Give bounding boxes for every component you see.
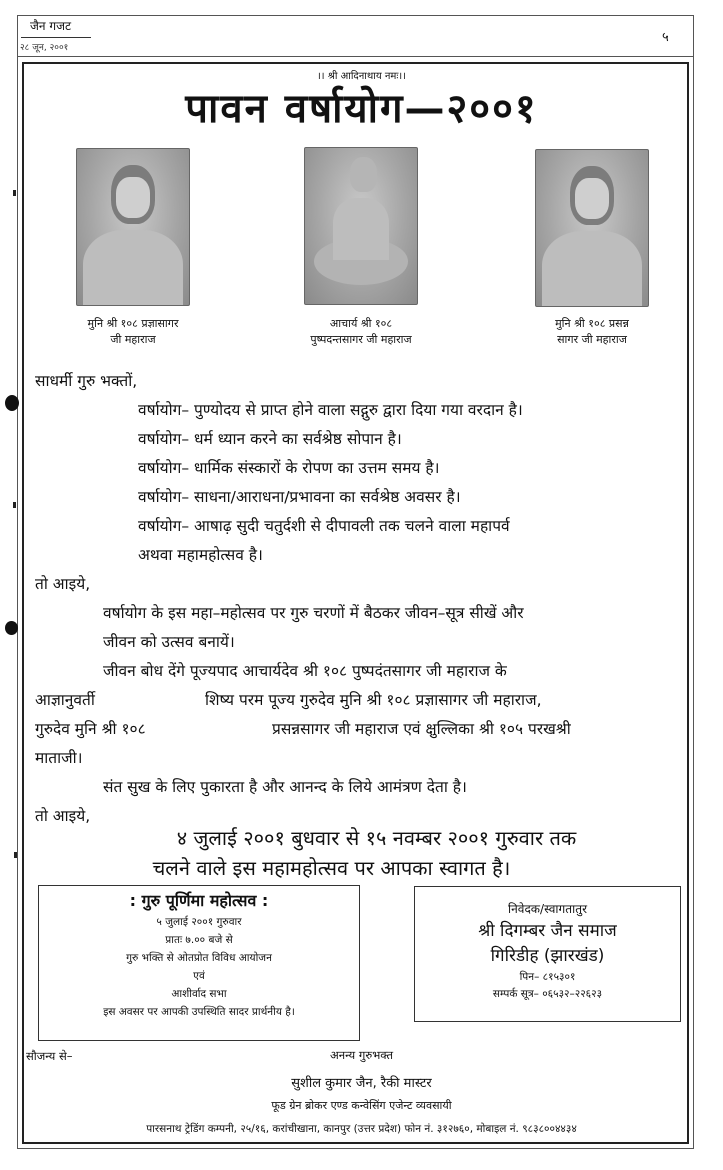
photo-figure-shape xyxy=(350,157,377,191)
varshayog-line: अथवा महामहोत्सव है। xyxy=(138,546,263,564)
portrait-caption-left xyxy=(53,316,213,348)
caption-line: पुष्पदन्तसागर जी महाराज xyxy=(310,333,412,346)
scan-speck-mark xyxy=(13,190,16,196)
sponsor-business: फूड ग्रेन ब्रोकर एण्ड कन्वेसिंग एजेन्ट व्यवसायी xyxy=(271,1099,452,1112)
sponsor-address: पारसनाथ ट्रेडिंग कम्पनी, २५/१६, करांचीखाना, कानपुर (उत्तर प्रदेश) फोन नं. ३१२७६०, मोबाइल नं. ९८३८००४४३४ xyxy=(146,1123,577,1135)
portrait-caption-right xyxy=(512,316,672,348)
issue-date: २८ जून, २००१ xyxy=(20,43,69,53)
to-aaiye-2: तो आइये, xyxy=(35,807,91,825)
punch-hole-mark xyxy=(5,395,19,411)
caption-line: मुनि श्री १०८ प्रज्ञासागर xyxy=(87,317,179,330)
paragraph-line: प्रसन्नसागर जी महाराज एवं क्षुल्लिका श्री १०५ परखश्री xyxy=(272,720,571,738)
caption-line: मुनि श्री १०८ प्रसन्न xyxy=(555,317,629,330)
newspaper-masthead: जैन गजट xyxy=(30,19,72,33)
header-divider xyxy=(17,56,694,57)
organizer-name: श्री दिगम्बर जैन समाज xyxy=(478,921,617,941)
paragraph-line: वर्षायोग के इस महा–महोत्सव पर गुरु चरणों में बैठकर जीवन–सूत्र सीखें और xyxy=(103,604,524,622)
varshayog-line: वर्षायोग– धार्मिक संस्कारों के रोपण का उत्तम समय है। xyxy=(138,459,440,477)
organizer-box xyxy=(414,886,681,1022)
salutation: साधर्मी गुरु भक्तों, xyxy=(35,372,138,390)
caption-line: जी महाराज xyxy=(110,333,156,346)
date-banner-line: चलने वाले इस महामहोत्सव पर आपका स्वागत है। xyxy=(152,856,511,880)
paragraph-line: गुरुदेव मुनि श्री १०८ xyxy=(35,720,146,738)
sponsor-line: अनन्य गुरुभक्त xyxy=(329,1048,394,1062)
photo-figure-shape xyxy=(542,231,643,307)
date-banner-line: ४ जुलाई २००१ बुधवार से १५ नवम्बर २००१ गुरुवार तक xyxy=(176,826,577,850)
guru-purnima-title: : गुरु पूर्णिमा महोत्सव : xyxy=(129,891,269,910)
paragraph-line: शिष्य परम पूज्य गुरुदेव मुनि श्री १०८ प्रज्ञासागर जी महाराज, xyxy=(205,691,542,709)
guru-purnima-box xyxy=(38,885,360,1041)
varshayog-line: वर्षायोग– साधना/आराधना/प्रभावना का सर्वश्रेष्ठ अवसर है। xyxy=(138,488,461,506)
guru-purnima-line: आशीर्वाद सभा xyxy=(171,988,227,1000)
scan-speck-mark xyxy=(13,502,16,508)
photo-figure-shape xyxy=(116,177,150,218)
paragraph-line: माताजी। xyxy=(35,749,83,767)
varshayog-line: वर्षायोग– आषाढ़ सुदी चतुर्दशी से दीपावली तक चलने वाला महापर्व xyxy=(138,517,510,535)
portrait-photo-left xyxy=(76,148,190,306)
paragraph-line: संत सुख के लिए पुकारता है और आनन्द के लिये आमंत्रण देता है। xyxy=(103,778,467,796)
varshayog-line: वर्षायोग– धर्म ध्यान करने का सर्वश्रेष्ठ सोपान है। xyxy=(138,430,402,448)
ad-title: पावन वर्षायोग—२००१ xyxy=(185,86,538,132)
punch-hole-mark xyxy=(5,621,18,635)
sponsor-name: सुशील कुमार जैन, रैकी मास्टर xyxy=(291,1076,432,1091)
organizer-role: निवेदक/स्वागतातुर xyxy=(508,902,587,916)
guru-purnima-line: गुरु भक्ति से ओतप्रोत विविध आयोजन xyxy=(126,952,272,964)
guru-purnima-line: प्रातः ७.०० बजे से xyxy=(165,934,233,946)
masthead-underline xyxy=(21,37,91,38)
guru-purnima-line: एवं xyxy=(193,970,205,982)
page-number: ५ xyxy=(662,30,669,45)
paragraph-line: जीवन बोध देंगे पूज्यपाद आचार्यदेव श्री १०८ पुष्पदंतसागर जी महाराज के xyxy=(103,662,507,680)
to-aaiye-1: तो आइये, xyxy=(35,575,91,593)
guru-purnima-line: इस अवसर पर आपकी उपस्थिति सादर प्रार्थनीय है। xyxy=(103,1006,295,1018)
photo-figure-shape xyxy=(333,198,389,260)
courtesy-label: सौजन्य से– xyxy=(26,1049,73,1063)
guru-purnima-line: ५ जुलाई २००१ गुरुवार xyxy=(156,916,242,928)
organizer-contact: सम्पर्क सूत्र– ०६५३२–२२६२३ xyxy=(492,988,603,1000)
paragraph-line: जीवन को उत्सव बनायें। xyxy=(103,633,235,651)
photo-figure-shape xyxy=(83,230,184,306)
organizer-location: गिरिडीह (झारखंड) xyxy=(490,946,605,966)
paragraph-line: आज्ञानुवर्ती xyxy=(35,691,95,709)
invocation-text: ।। श्री आदिनाथाय नमः।। xyxy=(317,71,406,82)
portrait-photo-center xyxy=(304,147,418,305)
organizer-pin: पिन– ८१५३०१ xyxy=(519,971,576,983)
caption-line: आचार्य श्री १०८ xyxy=(329,317,393,330)
portrait-photo-right xyxy=(535,149,649,307)
portrait-caption-center xyxy=(271,316,451,348)
caption-line: सागर जी महाराज xyxy=(557,333,627,346)
photo-figure-shape xyxy=(575,178,609,219)
varshayog-line: वर्षायोग– पुण्योदय से प्राप्त होने वाला सद्गुरु द्वारा दिया गया वरदान है। xyxy=(138,401,523,419)
